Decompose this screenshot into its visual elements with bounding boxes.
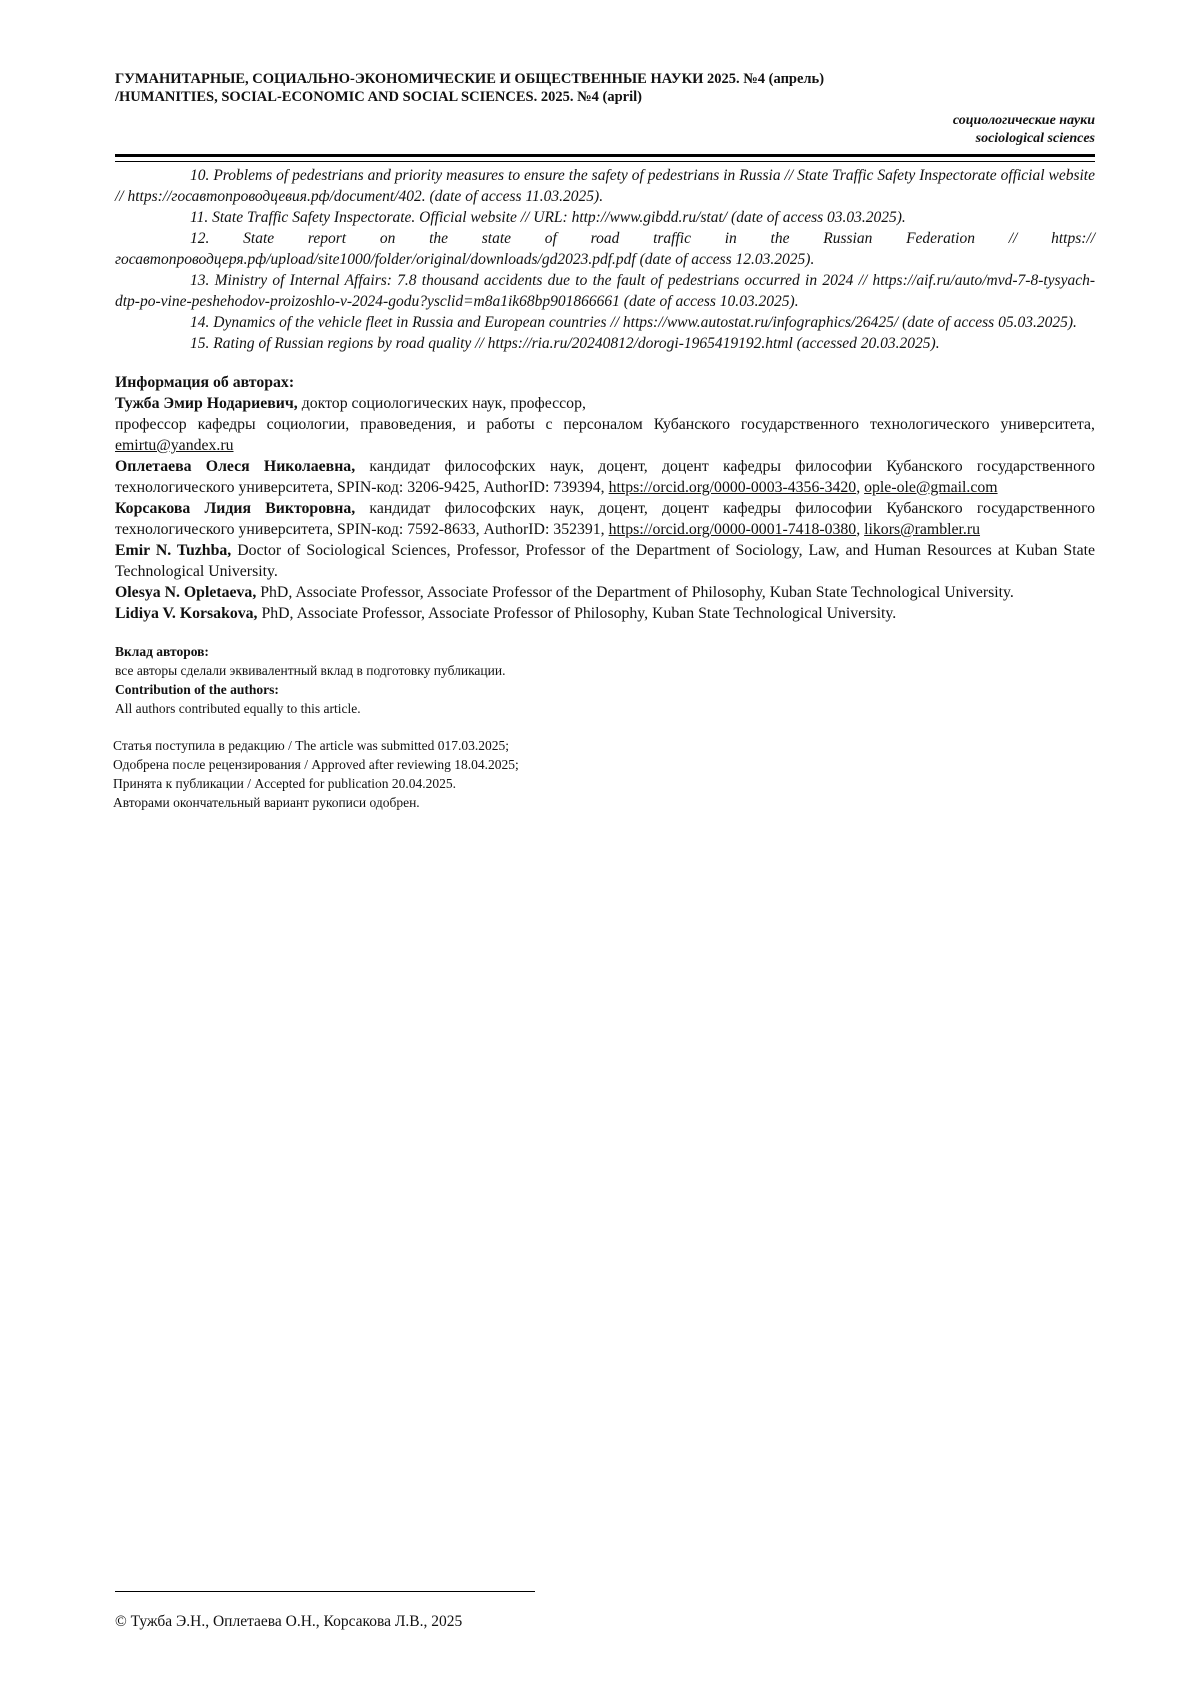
authors-info [115,372,1095,624]
author-opletaeva-ru [115,456,1095,498]
reference-item: 14. Dynamics of the vehicle fleet in Russia and European countries // https://www.autostat.ru/infographics/26425/ (date of access 05.03.2025). [190,314,1077,331]
author-name: Корсакова Лидия Викторовна, [115,500,356,517]
author-email-link[interactable]: emirtu@yandex.ru [115,437,234,454]
date-accepted: Принята к публикации / Accepted for publication 20.04.2025. [113,776,457,791]
contribution-text-en: All authors contributed equally to this article. [115,701,361,716]
journal-title-en: /HUMANITIES, SOCIAL-ECONOMIC AND SOCIAL SCIENCES. 2025. №4 (april) [115,89,642,105]
author-affiliation: профессор кафедры социологии, правоведения, и работы с персоналом Кубанского государственного технологического университета, [115,416,1095,433]
author-details: кандидат философских наук, доцент, доцент кафедры философии Кубанского государственного технологического университета, SPIN-код: 3206-9425, AuthorID: 739394, [115,458,1095,496]
author-email-link[interactable]: ople-ole@gmail.com [864,479,998,496]
reference-item: 11. State Traffic Safety Inspectorate. Official website // URL: http://www.gibdd.ru/stat/ (date of access 03.03.2025). [190,209,906,226]
page-content [115,70,1095,812]
copyright-notice: © Тужба Э.Н., Оплетаева О.Н., Корсакова Л.В., 2025 [115,1613,463,1630]
author-orcid-link[interactable]: https://orcid.org/0000-0001-7418-0380 [608,521,857,538]
header-rule-thin [115,161,1095,162]
subject-en: sociological sciences [975,131,1095,146]
separator: , [856,479,865,496]
author-name: Оплетаева Олеся Николаевна, [115,458,356,475]
header-rule-thick [115,154,1095,157]
authors-info-title: Информация об авторах: [115,374,295,391]
contribution-title-en: Contribution of the authors: [115,682,279,697]
author-email-link[interactable]: likors@rambler.ru [864,521,981,538]
journal-header [115,70,1095,106]
reference-item: 10. Problems of pedestrians and priority measures to ensure the safety of pedestrians in Russia // State Traffic Safety Inspectorate official website // https://госавтопроводцевия.рф/document/402. (date of access 11.03.2025). [115,167,1095,205]
author-name: Тужба Эмир Нодариевич, [115,395,298,412]
reference-item: 13. Ministry of Internal Affairs: 7.8 thousand accidents due to the fault of pedestrians occurred in 2024 // https://aif.ru/auto/mvd-7-8-tysyach-dtp-po-vine-peshehodov-proizoshlo-v-2024-godu?ysclid=m8a1ik68bp901866661 (date of access 10.03.2025). [115,272,1095,310]
author-korsakova-en [115,603,1095,624]
author-tuzhba-affiliation [115,414,1095,456]
reference-item: 12. State report on the state of road traffic in the Russian Federation // https://госавтопроводцеря.рф/upload/site1000/folder/original/downloads/gd2023.pdf.pdf (date of access 12.03.2025). [115,230,1095,268]
reference-list [115,165,1095,354]
article-dates [113,736,1095,812]
author-name: Lidiya V. Korsakova, [115,605,258,622]
author-name: Emir N. Tuzhba, [115,542,232,559]
author-tuzhba-en [115,540,1095,582]
date-approved: Одобрена после рецензирования / Approved after reviewing 18.04.2025; [113,757,519,772]
manuscript-approved: Авторами окончательный вариант рукописи одобрен. [113,795,420,810]
author-details: Doctor of Sociological Sciences, Professor, Professor of the Department of Sociology, Law, and Human Resources at Kuban State Technological University. [115,542,1095,580]
author-details: PhD, Associate Professor, Associate Professor of Philosophy, Kuban State Technological University. [257,605,897,622]
author-tuzhba-ru [115,393,1095,414]
author-name: Olesya N. Opletaeva, [115,584,257,601]
author-details: PhD, Associate Professor, Associate Professor of the Department of Philosophy, Kuban State Technological University. [256,584,1014,601]
reference-item: 15. Rating of Russian regions by road quality // https://ria.ru/20240812/dorogi-1965419192.html (accessed 20.03.2025). [190,335,940,352]
separator: , [856,521,865,538]
journal-title-ru: ГУМАНИТАРНЫЕ, СОЦИАЛЬНО-ЭКОНОМИЧЕСКИЕ И ОБЩЕСТВЕННЫЕ НАУКИ 2025. №4 (апрель) [115,71,825,87]
author-korsakova-ru [115,498,1095,540]
contribution-title-ru: Вклад авторов: [115,644,209,659]
author-degree: доктор социологических наук, профессор, [297,395,586,412]
author-orcid-link[interactable]: https://orcid.org/0000-0003-4356-3420 [608,479,857,496]
author-details: кандидат философских наук, доцент, доцент кафедры философии Кубанского государственного технологического университета, SPIN-код: 7592-8633, AuthorID: 352391, [115,500,1095,538]
author-opletaeva-en [115,582,1095,603]
date-submitted: Статья поступила в редакцию / The article was submitted 017.03.2025; [113,738,509,753]
footnote-rule [115,1591,535,1592]
subject-ru: социологические науки [952,113,1095,128]
subject-area [115,112,1095,148]
author-contribution [115,642,1095,718]
contribution-text-ru: все авторы сделали эквивалентный вклад в подготовку публикации. [115,663,506,678]
